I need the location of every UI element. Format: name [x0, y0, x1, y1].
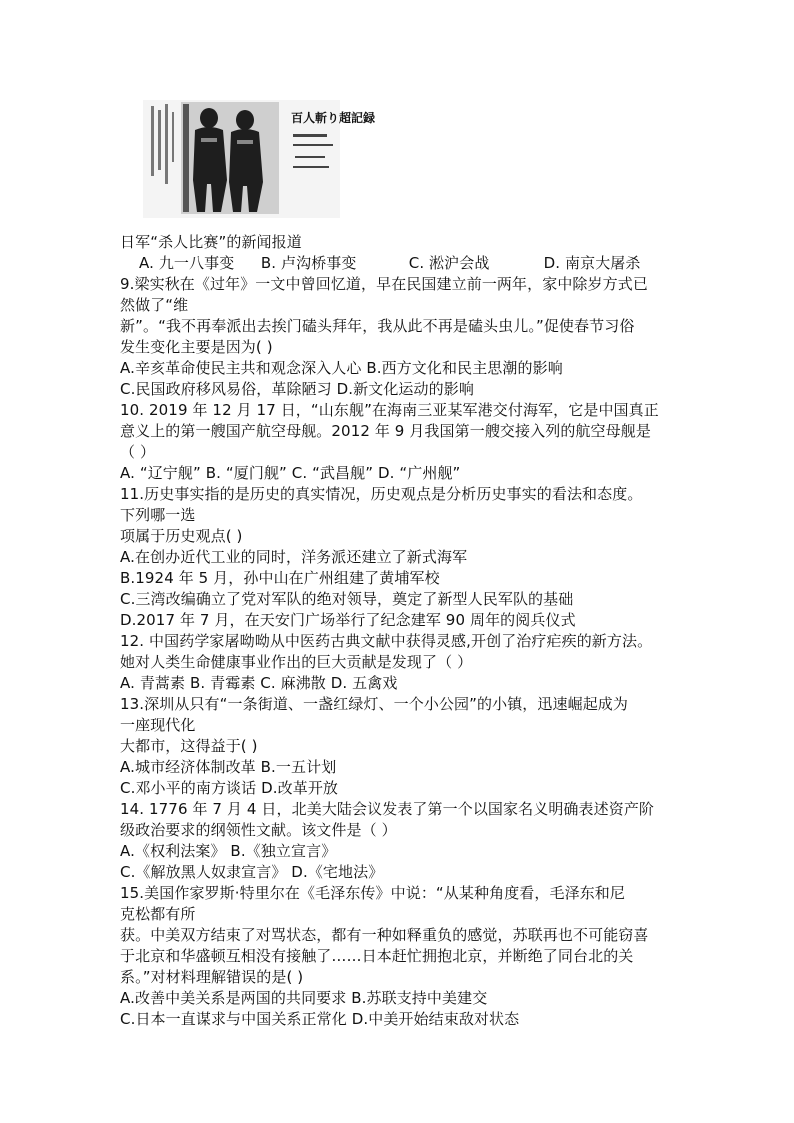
q8-option-b: B. 卢沟桥事变: [260, 254, 357, 272]
q10-stem-1: 10. 2019 年 12 月 17 日，“山东舰”在海南三亚某军港交付海军，它是中国真正: [120, 401, 659, 419]
newspaper-photo: [143, 100, 376, 218]
q9-options-cd: C.民国政府移风易俗，革除陋习 D.新文化运动的影响: [120, 380, 474, 398]
q13-options-cd: C.邓小平的南方谈话 D.改革开放: [120, 779, 339, 797]
q11-stem-2: 下列哪一选: [120, 506, 196, 524]
q9-stem-1: 9.梁实秋在《过年》一文中曾回忆道，早在民国建立前一两年，家中除岁方式已: [120, 275, 648, 293]
q14-stem-2: 级政治要求的纲领性文献。该文件是（ ）: [120, 821, 397, 839]
q9-stem-3: 新”。“我不再奉派出去挨门磕头拜年，我从此不再是磕头虫儿。”促使春节习俗: [120, 317, 635, 335]
q13-options-ab: A.城市经济体制改革 B.一五计划: [120, 758, 337, 776]
figure-caption: 日军“杀人比赛”的新闻报道: [120, 233, 302, 251]
q9-stem-2: 然做了“维: [120, 296, 189, 314]
q8-option-c: C. 淞沪会战: [408, 254, 490, 272]
q15-stem-3: 获。中美双方结束了对骂状态，都有一种如释重负的感觉，苏联再也不可能窃喜: [120, 926, 649, 944]
q14-options-cd: C.《解放黑人奴隶宣言》 D.《宅地法》: [120, 863, 384, 881]
q15-stem-5: 系。”对材料理解错误的是( ): [120, 968, 304, 986]
q12-stem-2: 她对人类生命健康事业作出的巨大贡献是发现了（ ）: [120, 653, 473, 671]
q11-option-d: D.2017 年 7 月，在天安门广场举行了纪念建军 90 周年的阅兵仪式: [120, 611, 576, 629]
q11-stem-3: 项属于历史观点( ): [120, 527, 243, 545]
q9-options-ab: A.辛亥革命使民主共和观念深入人心 B.西方文化和民主思潮的影响: [120, 359, 563, 377]
q8-option-d: D. 南京大屠杀: [543, 254, 641, 272]
q9-stem-4: 发生变化主要是因为( ): [120, 338, 273, 356]
q15-options-cd: C.日本一直谋求与中国关系正常化 D.中美开始结束敌对状态: [120, 1010, 520, 1028]
q11-stem-1: 11.历史事实指的是历史的真实情况，历史观点是分析历史事实的看法和态度。: [120, 485, 643, 503]
q13-stem-2: 一座现代化: [120, 716, 196, 734]
q11-option-b: B.1924 年 5 月，孙中山在广州组建了黄埔军校: [120, 569, 440, 587]
q11-option-c: C.三湾改编确立了党对军队的绝对领导，奠定了新型人民军队的基础: [120, 590, 574, 608]
q15-stem-1: 15.美国作家罗斯·特里尔在《毛泽东传》中说：“从某种角度看，毛泽东和尼: [120, 884, 625, 902]
q15-stem-4: 于北京和华盛顿互相没有接触了……日本赶忙拥抱北京，并断绝了同台北的关: [120, 947, 634, 965]
q15-options-ab: A.改善中美关系是两国的共同要求 B.苏联支持中美建交: [120, 989, 488, 1007]
q15-stem-2: 克松都有所: [120, 905, 196, 923]
q8-option-a: A. 九一八事变: [139, 254, 235, 272]
q13-stem-1: 13.深圳从只有“一条街道、一盏红绿灯、一个小公园”的小镇，迅速崛起成为: [120, 695, 628, 713]
q13-stem-3: 大都市，这得益于( ): [120, 737, 258, 755]
q10-stem-2: 意义上的第一艘国产航空母舰。2012 年 9 月我国第一艘交接入列的航空母舰是: [120, 422, 651, 440]
q14-stem-1: 14. 1776 年 7 月 4 日，北美大陆会议发表了第一个以国家名义明确表述资产阶: [120, 800, 655, 818]
q12-stem-1: 12. 中国药学家屠呦呦从中医药古典文献中获得灵感,开创了治疗疟疾的新方法。: [120, 632, 653, 650]
q10-options: A. “辽宁舰” B. “厦门舰” C. “武昌舰” D. “广州舰”: [120, 464, 461, 482]
q14-options-ab: A.《权利法案》 B.《独立宣言》: [120, 842, 337, 860]
photo-headline: 百人斬り超記録: [291, 111, 376, 125]
q12-options: A. 青蒿素 B. 青霉素 C. 麻沸散 D. 五禽戏: [120, 674, 398, 692]
q10-blank: （ ）: [120, 443, 156, 461]
q8-options: [139, 253, 641, 274]
q11-option-a: A.在创办近代工业的同时，洋务派还建立了新式海军: [120, 548, 468, 566]
